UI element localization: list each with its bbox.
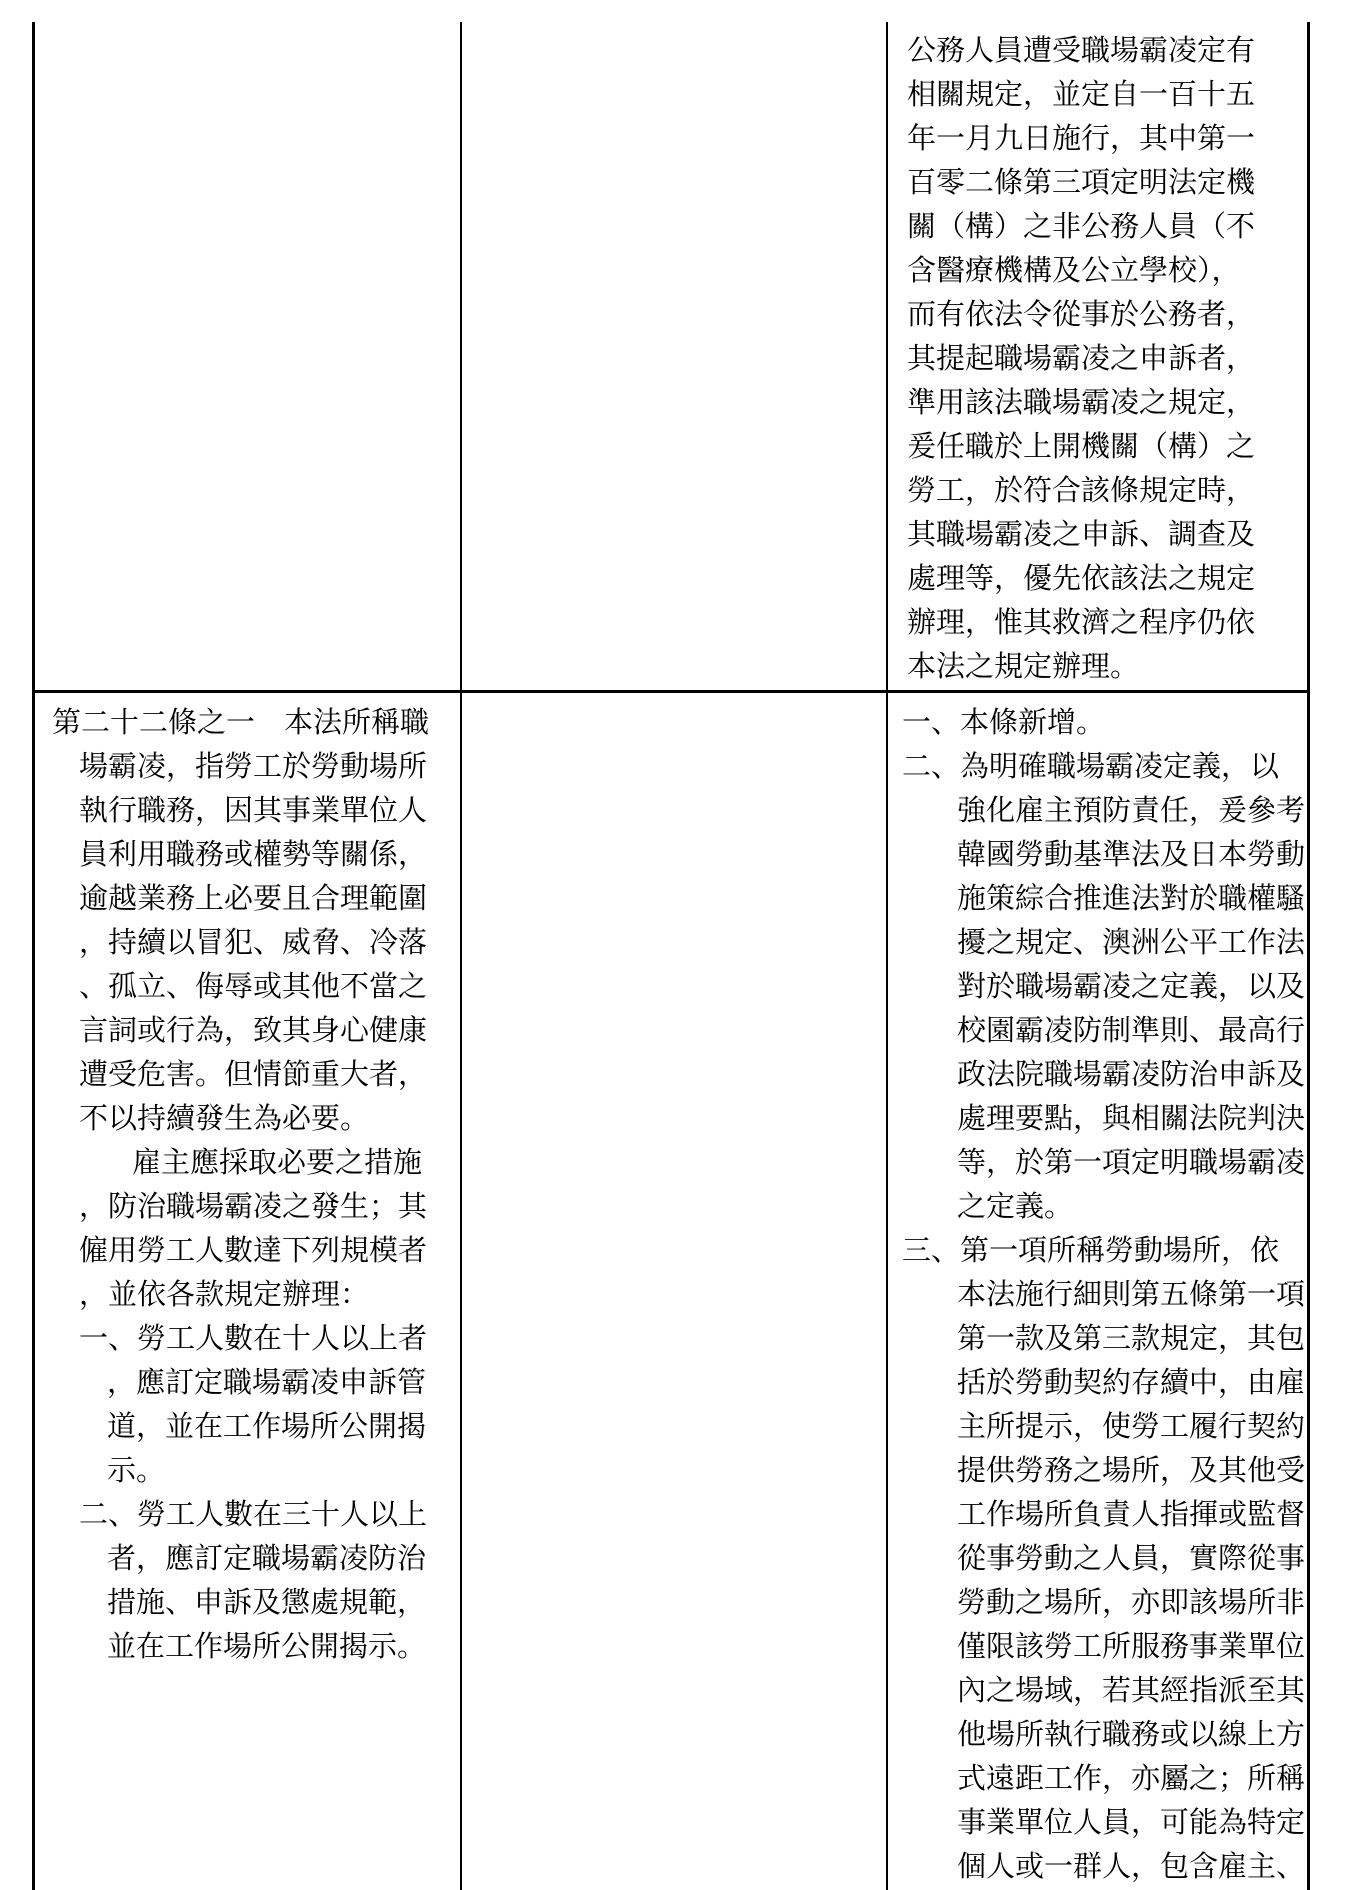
text-line: 個人或一群人，包含雇主、 xyxy=(957,1849,1306,1883)
table-border-right xyxy=(1307,22,1310,1890)
text-line: 不以持續發生為必要。 xyxy=(79,1101,370,1135)
table-column-divider-1 xyxy=(460,22,462,1890)
text-line: 道，並在工作場所公開揭 xyxy=(107,1409,427,1443)
text-line: 其提起職場霸凌之申訴者， xyxy=(907,341,1256,375)
text-line: 內之場域，若其經指派至其 xyxy=(957,1673,1306,1707)
text-line: 並在工作場所公開揭示。 xyxy=(107,1629,427,1663)
text-line: 處理等，優先依該法之規定 xyxy=(907,561,1256,595)
text-line: 僱用勞工人數達下列規模者 xyxy=(79,1233,428,1267)
article-heading-line: 第二十二條之一 本法所稱職 xyxy=(52,705,430,739)
text-line: 執行職務，因其事業單位人 xyxy=(79,793,428,827)
bottom-row-explanation-cell xyxy=(902,700,1306,1888)
text-line: 百零二條第三項定明法定機 xyxy=(907,165,1256,199)
text-line: 政法院職場霸凌防治申訴及 xyxy=(957,1057,1306,1091)
text-line: ，持續以冒犯、威脅、冷落 xyxy=(79,925,428,959)
text-line: 勞工，於符合該條規定時， xyxy=(907,473,1256,507)
text-line: 準用該法職場霸凌之規定， xyxy=(907,385,1256,419)
text-line: 括於勞動契約存續中，由雇 xyxy=(957,1365,1306,1399)
text-line: 關（構）之非公務人員（不 xyxy=(907,209,1256,243)
text-line: ，並依各款規定辦理： xyxy=(79,1277,370,1311)
text-line: 公務人員遭受職場霸凌定有 xyxy=(907,33,1256,67)
text-line: 年一月九日施行，其中第一 xyxy=(907,121,1256,155)
paragraph-start-line: 雇主應採取必要之措施 xyxy=(132,1145,423,1179)
text-line: 言詞或行為，致其身心健康 xyxy=(79,1013,428,1047)
text-line: ，應訂定職場霸凌申訴管 xyxy=(107,1365,427,1399)
text-line: 、孤立、侮辱或其他不當之 xyxy=(79,969,428,1003)
text-line: 而有依法令從事於公務者， xyxy=(907,297,1256,331)
text-line: 強化雇主預防責任，爰參考 xyxy=(957,793,1306,827)
text-line: 含醫療機構及公立學校）， xyxy=(907,253,1241,287)
table-column-divider-2 xyxy=(886,22,888,1890)
text-line: 僅限該勞工所服務事業單位 xyxy=(957,1629,1306,1663)
text-line: 韓國勞動基準法及日本勞動 xyxy=(957,837,1306,871)
text-line: 從事勞動之人員，實際從事 xyxy=(957,1541,1306,1575)
text-line: 措施、申訴及懲處規範， xyxy=(107,1585,427,1619)
text-line: 相關規定，並定自一百十五 xyxy=(907,77,1256,111)
list-item-line: 一、勞工人數在十人以上者 xyxy=(79,1321,428,1355)
text-line: 逾越業務上必要且合理範圍 xyxy=(79,881,428,915)
table-row-divider xyxy=(32,690,1310,693)
text-line: 本法施行細則第五條第一項 xyxy=(957,1277,1306,1311)
text-line: 場霸凌，指勞工於勞動場所 xyxy=(79,749,428,783)
text-line: 示。 xyxy=(107,1453,166,1487)
text-line: 主所提示，使勞工履行契約 xyxy=(957,1409,1306,1443)
text-line: 第一款及第三款規定，其包 xyxy=(957,1321,1306,1355)
text-line: ，防治職場霸凌之發生；其 xyxy=(79,1189,428,1223)
article-text-cell xyxy=(52,700,457,1668)
list-item-line: 二、為明確職場霸凌定義，以 xyxy=(902,749,1280,783)
list-item-line: 一、本條新增。 xyxy=(902,705,1106,739)
table-border-left xyxy=(32,22,35,1890)
text-line: 事業單位人員，可能為特定 xyxy=(957,1805,1306,1839)
text-line: 遭受危害。但情節重大者， xyxy=(79,1057,428,1091)
text-line: 處理要點，與相關法院判決 xyxy=(957,1101,1306,1135)
text-line: 工作場所負責人指揮或監督 xyxy=(957,1497,1306,1531)
list-item-line: 三、第一項所稱勞動場所，依 xyxy=(902,1233,1280,1267)
list-item-line: 二、勞工人數在三十人以上 xyxy=(79,1497,428,1531)
text-line: 施策綜合推進法對於職權騷 xyxy=(957,881,1306,915)
text-line: 辦理，惟其救濟之程序仍依 xyxy=(907,605,1256,639)
text-line: 之定義。 xyxy=(957,1189,1074,1223)
text-line: 擾之規定、澳洲公平工作法 xyxy=(957,925,1306,959)
text-line: 勞動之場所，亦即該場所非 xyxy=(957,1585,1306,1619)
text-line: 本法之規定辦理。 xyxy=(907,649,1140,683)
top-row-explanation-cell xyxy=(907,28,1301,688)
text-line: 爰任職於上開機關（構）之 xyxy=(907,429,1256,463)
text-line: 他場所執行職務或以線上方 xyxy=(957,1717,1306,1751)
text-line: 式遠距工作，亦屬之；所稱 xyxy=(957,1761,1306,1795)
text-line: 校園霸凌防制準則、最高行 xyxy=(957,1013,1306,1047)
text-line: 等，於第一項定明職場霸凌 xyxy=(957,1145,1306,1179)
text-line: 對於職場霸凌之定義，以及 xyxy=(957,969,1306,1003)
text-line: 其職場霸凌之申訴、調查及 xyxy=(907,517,1256,551)
text-line: 提供勞務之場所，及其他受 xyxy=(957,1453,1306,1487)
text-line: 者，應訂定職場霸凌防治 xyxy=(107,1541,427,1575)
text-line: 員利用職務或權勢等關係， xyxy=(79,837,428,871)
